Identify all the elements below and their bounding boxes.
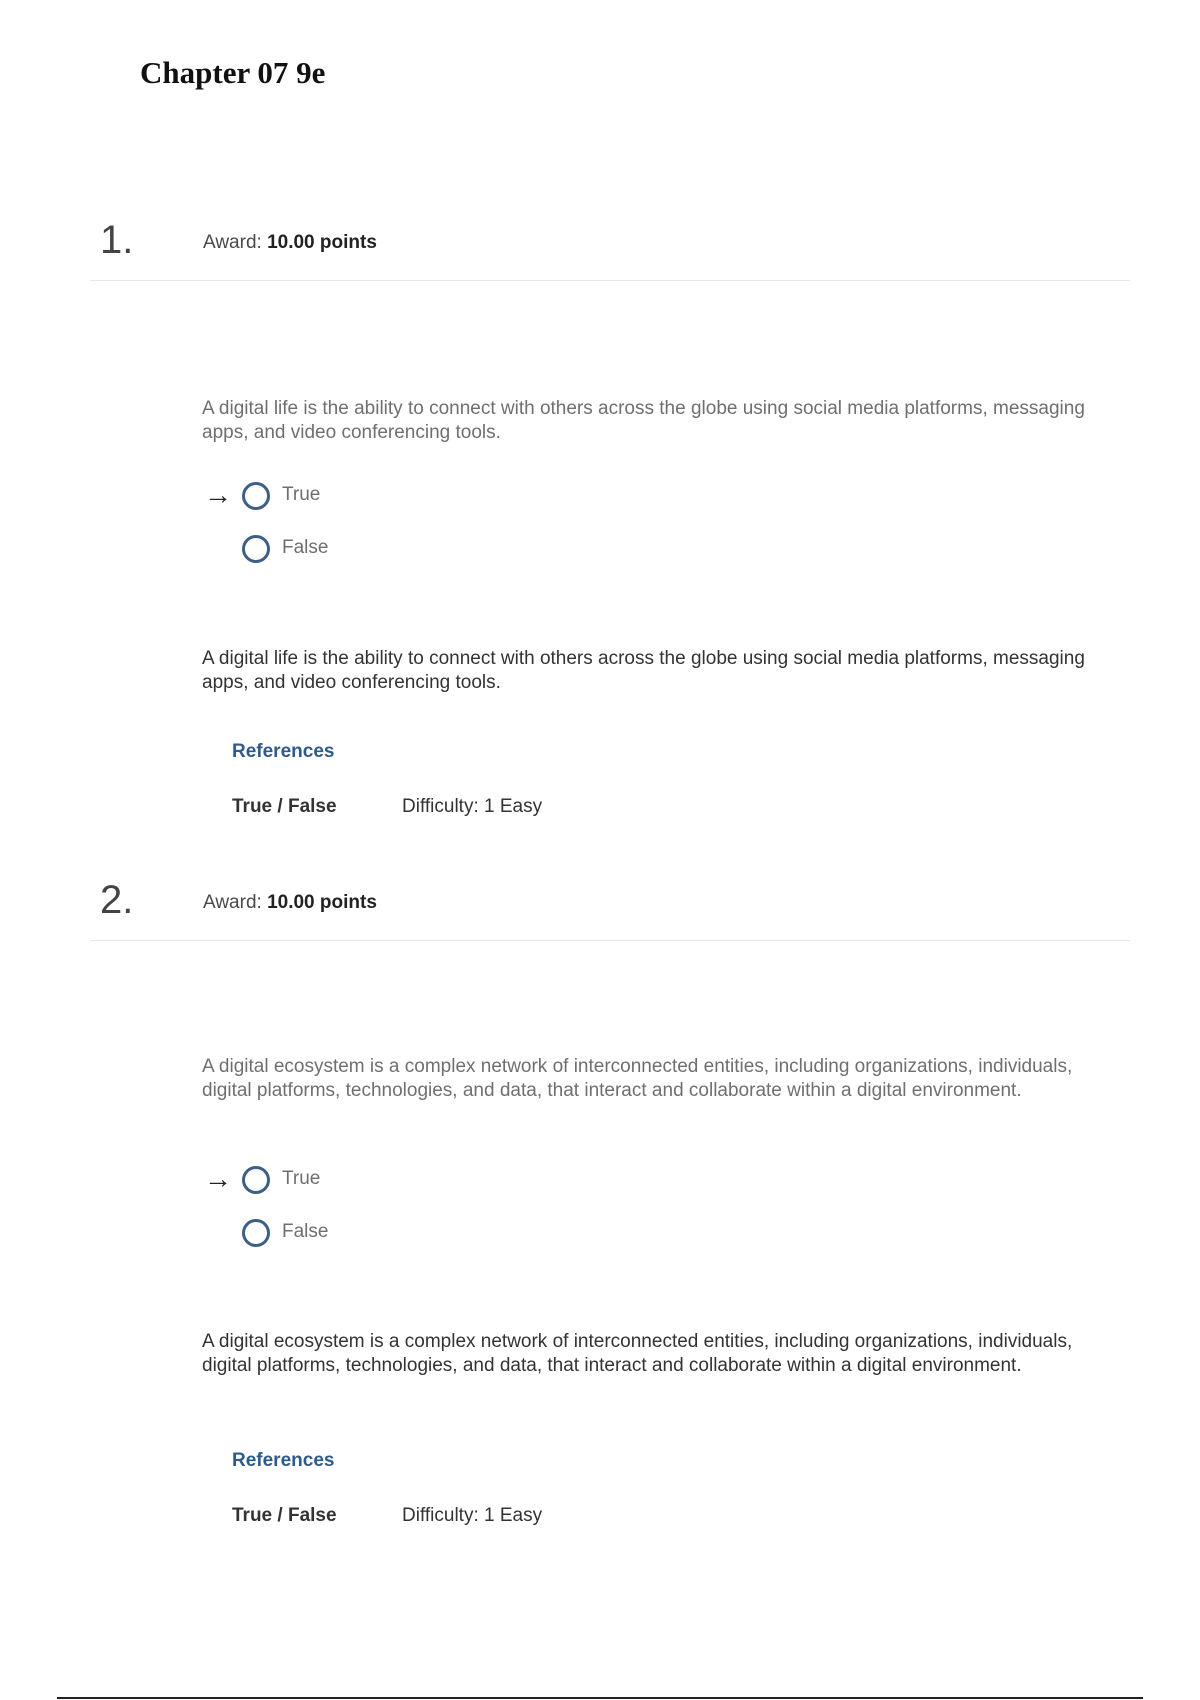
choice-false[interactable] bbox=[204, 1217, 504, 1247]
question-number: 2. bbox=[100, 878, 134, 922]
choice-label: True bbox=[282, 484, 321, 505]
radio-button[interactable] bbox=[242, 1166, 270, 1194]
question-type: True / False bbox=[232, 796, 337, 817]
choice-label: False bbox=[282, 1221, 329, 1242]
question-header bbox=[90, 878, 1130, 941]
award-points: 10.00 points bbox=[267, 232, 377, 253]
question-number: 1. bbox=[100, 218, 134, 262]
answer-explanation: A digital life is the ability to connect with others across the globe using social media platforms, messaging apps, and video conferencing tools. bbox=[202, 648, 1085, 693]
radio-button[interactable] bbox=[242, 535, 270, 563]
question-meta bbox=[232, 1505, 542, 1527]
page-bottom-rule bbox=[57, 1697, 1143, 1699]
choice-true[interactable] bbox=[204, 1164, 504, 1194]
choice-true[interactable] bbox=[204, 480, 504, 510]
choice-false[interactable] bbox=[204, 533, 504, 563]
question-type: True / False bbox=[232, 1505, 337, 1526]
references-link[interactable]: References bbox=[232, 741, 335, 762]
award-points: 10.00 points bbox=[267, 892, 377, 913]
arrow-right-icon: → bbox=[204, 1163, 232, 1194]
radio-button[interactable] bbox=[242, 1219, 270, 1247]
references-link[interactable]: References bbox=[232, 1450, 335, 1471]
award-label: Award: bbox=[203, 892, 262, 913]
question-header bbox=[90, 218, 1130, 281]
award-text bbox=[203, 892, 377, 914]
choice-label: True bbox=[282, 1168, 321, 1189]
radio-button[interactable] bbox=[242, 482, 270, 510]
answer-explanation: A digital ecosystem is a complex network of interconnected entities, including organizations, individuals, digital platforms, technologies, and data, that interact and collaborate within a digital environment. bbox=[202, 1331, 1073, 1376]
question-prompt: A digital ecosystem is a complex network of interconnected entities, including organizations, individuals, digital platforms, technologies, and data, that interact and collaborate within a digital environment. bbox=[202, 1056, 1073, 1101]
arrow-right-icon: → bbox=[204, 479, 232, 510]
award-label: Award: bbox=[203, 232, 262, 253]
choice-label: False bbox=[282, 537, 329, 558]
award-text bbox=[203, 232, 377, 254]
document-title: Chapter 07 9e bbox=[140, 55, 326, 90]
question-prompt: A digital life is the ability to connect with others across the globe using social media platforms, messaging apps, and video conferencing tools. bbox=[202, 398, 1085, 443]
question-meta bbox=[232, 796, 542, 818]
difficulty-label: Difficulty: 1 Easy bbox=[402, 796, 543, 817]
difficulty-label: Difficulty: 1 Easy bbox=[402, 1505, 543, 1526]
